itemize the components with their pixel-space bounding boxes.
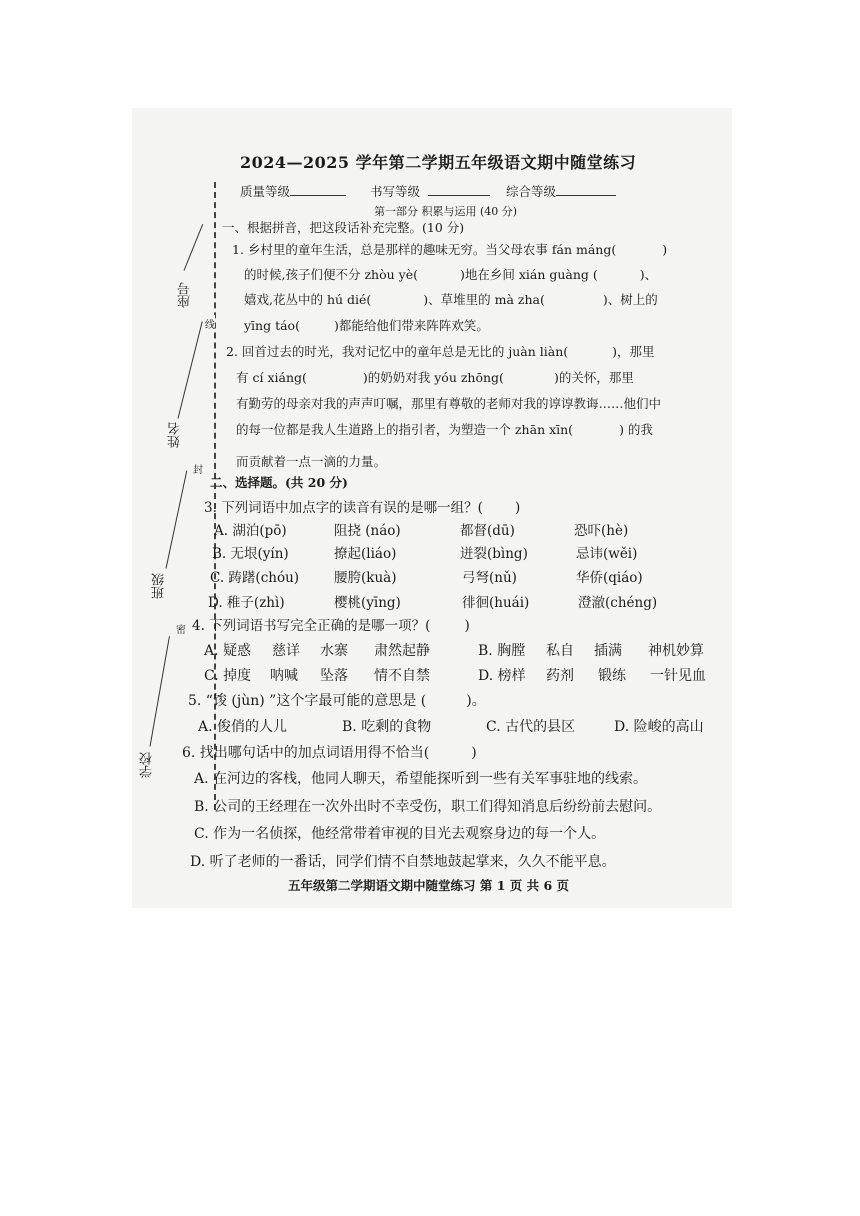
q5-option-b[interactable]: B. 吃剩的食物 (342, 719, 432, 735)
seal-xian: 线 (205, 315, 215, 332)
q3-a-2: 阻挠 (náo) (334, 523, 401, 539)
q4-b-2: 私自 (546, 643, 574, 659)
page-footer: 五年级第二学期语文期中随堂练习 第 1 页 共 6 页 (288, 878, 570, 893)
writing-grade (370, 182, 490, 200)
q4-b-1[interactable]: B. 胸膛 (478, 643, 526, 659)
seal-feng: 封 (193, 460, 203, 477)
q3-b-3: 迸裂(bìng) (460, 546, 528, 562)
q1-line3: 嬉戏,花丛中的 hú dié( )、草堆里的 mà zha( )、树上的 (244, 292, 658, 307)
q3-stem: 3. 下列词语中加点字的读音有误的是哪一组？( ) (204, 500, 521, 516)
seat-label: 座号 (178, 282, 193, 308)
q2-line2: 有 cí xiáng( )的奶奶对我 yóu zhōng( )的关怀，那里 (236, 370, 634, 385)
section2-heading: 二、选择题。(共 20 分) (210, 475, 348, 490)
q3-a-3: 都督(dū) (460, 523, 515, 539)
q4-c-3: 坠落 (320, 668, 348, 684)
class-label: 班级 (152, 573, 167, 599)
exam-title: 2024—2025 学年第二学期五年级语文期中随堂练习 (240, 153, 637, 172)
q4-a-2: 慈详 (272, 643, 300, 659)
q3-a-1[interactable]: A. 湖泊(pō) (214, 523, 287, 539)
section1-heading: 一、根据拼音，把这段话补充完整。(10 分) (222, 220, 465, 235)
part-title: 第一部分 积累与运用 (40 分) (374, 205, 518, 218)
q4-d-4: 一针见血 (650, 668, 706, 684)
q4-stem: 4. 下列词语书写完全正确的是哪一项？( ) (192, 618, 470, 634)
q4-c-1[interactable]: C. 掉度 (204, 668, 252, 684)
q3-c-4: 华侨(qiáo) (576, 570, 643, 586)
q5-option-d[interactable]: D. 险峻的高山 (614, 719, 704, 735)
q3-d-1[interactable]: D. 稚子(zhì) (208, 595, 285, 611)
q5-option-c[interactable]: C. 古代的县区 (486, 719, 576, 735)
q3-d-2: 樱桃(yīng) (334, 595, 401, 611)
q3-b-4: 忌讳(wěi) (576, 546, 638, 562)
q2-line4: 的每一位都是我人生道路上的指引者，为塑造一个 zhān xīn( ) 的我 (236, 422, 653, 437)
q1-line1: 1. 乡村里的童年生活，总是那样的趣味无穷。当父母农事 fán máng( ) (232, 242, 668, 257)
q2-line1: 2. 回首过去的时光，我对记忆中的童年总是无比的 juàn liàn( )，那里 (226, 344, 655, 359)
q4-a-4: 肃然起静 (374, 643, 430, 659)
q3-c-2: 腰胯(kuà) (334, 570, 397, 586)
q4-b-3: 插满 (594, 643, 622, 659)
writing-grade-blank[interactable] (428, 183, 490, 196)
q6-stem: 6. 找出哪句话中的加点词语用得不恰当( ) (182, 745, 477, 761)
q4-c-4: 情不自禁 (374, 668, 430, 684)
q3-b-1[interactable]: B. 无垠(yín) (212, 546, 289, 562)
q3-d-3: 徘徊(huái) (462, 595, 530, 611)
quality-grade (240, 182, 346, 200)
overall-grade-label: 综合等级 (506, 184, 557, 199)
school-label: 学校 (140, 752, 155, 778)
q2-line3: 有勤劳的母亲对我的声声叮嘱，那里有尊敬的老师对我的谆谆教诲……他们中 (236, 396, 662, 411)
quality-grade-label: 质量等级 (240, 184, 291, 199)
q6-option-a[interactable]: A. 在河边的客栈，他同人聊天，希望能探听到一些有关军事驻地的线索。 (194, 771, 648, 787)
q5-option-a[interactable]: A. 俊俏的人儿 (198, 719, 288, 735)
q6-option-b[interactable]: B. 公司的王经理在一次外出时不幸受伤，职工们得知消息后纷纷前去慰问。 (194, 799, 662, 815)
q4-d-1[interactable]: D. 榜样 (478, 668, 526, 684)
overall-grade-blank[interactable] (556, 183, 616, 196)
q4-b-4: 神机妙算 (648, 643, 704, 659)
overall-grade (506, 182, 616, 200)
q4-a-3: 水寨 (320, 643, 348, 659)
seal-mi: 密 (176, 620, 186, 637)
writing-grade-label: 书写等级 (370, 184, 421, 199)
q4-c-2: 呐喊 (270, 668, 298, 684)
q6-option-d[interactable]: D. 听了老师的一番话，同学们情不自禁地鼓起掌来，久久不能平息。 (190, 854, 616, 870)
q3-c-1[interactable]: C. 踌躇(chóu) (210, 570, 300, 586)
q3-a-4: 恐吓(hè) (574, 523, 629, 539)
q1-line4: yīng táo( )都能给他们带来阵阵欢笑。 (244, 318, 489, 333)
q2-line5: 而贡献着一点一滴的力量。 (236, 454, 387, 469)
q3-d-4: 澄澈(chéng) (578, 595, 658, 611)
q5-stem: 5. “馂 (jùn) ”这个字最可能的意思是 ( )。 (188, 693, 486, 709)
q3-c-3: 弓弩(nǔ) (462, 570, 517, 586)
quality-grade-blank[interactable] (290, 183, 346, 196)
q4-a-1[interactable]: A. 疑惑 (204, 643, 252, 659)
name-label: 姓名 (168, 422, 183, 448)
q1-line2: 的时候,孩子们便不分 zhòu yè( )地在乡间 xián guàng ( )、 (244, 267, 658, 282)
q4-d-3: 锻练 (598, 668, 626, 684)
q4-d-2: 药剂 (546, 668, 574, 684)
q3-b-2: 撩起(liáo) (334, 546, 397, 562)
q6-option-c[interactable]: C. 作为一名侦探，他经常带着审视的目光去观察身边的每一个人。 (194, 826, 606, 842)
